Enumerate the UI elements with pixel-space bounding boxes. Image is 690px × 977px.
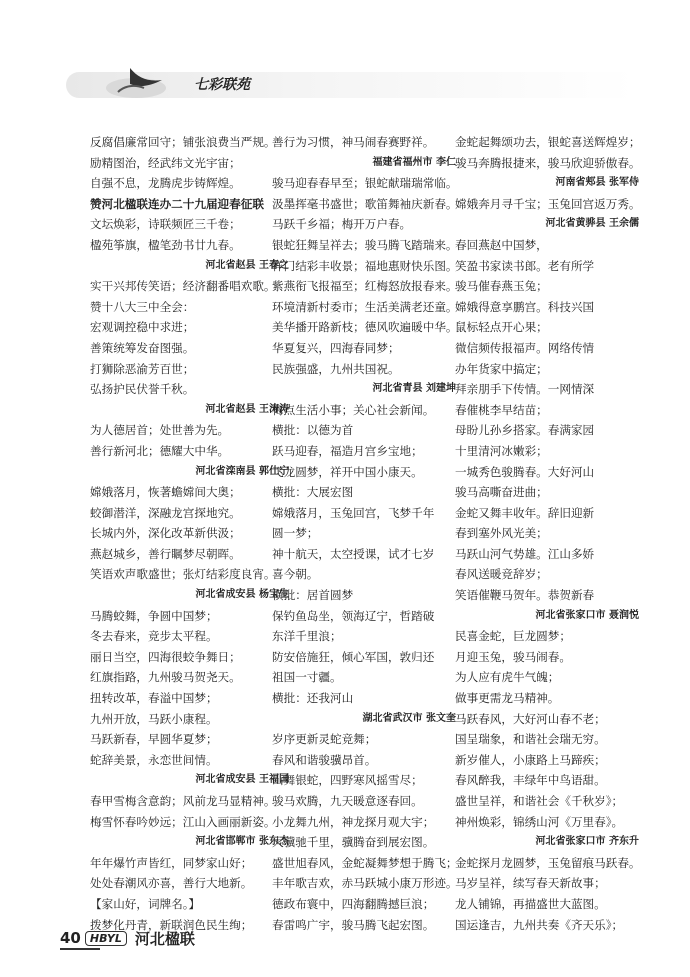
magazine-name: 河北楹联 [134,929,195,948]
couplet-line: 龙人铺锦，再描盛世大蓝图。 [455,896,606,911]
couplet-line: 红旗指路，九州骏马贺尧天。 [90,670,241,685]
couplet-line: 办年货家中搞定； [455,361,548,376]
couplet-line: 美华播开路新枝；德风吹遍暖中华。 [272,320,458,335]
couplet-line: 弘扬护民伏誉千秋。 [90,382,195,397]
couplet-line: 嫦娥得意享鹏宫。科技兴国 [455,299,595,314]
couplet-line: 丰年歌吉欢，赤马跃城小康万形迹。 [272,876,458,891]
couplet-line: 春风送暖竞辞岁； [455,567,548,582]
author-line: 河北省张家口市 齐东升 [535,836,639,848]
couplet-line: 处处春潮风亦喜，善行大地新。 [90,876,253,891]
couplet-line: 跃马迎春，福造月宫乡宝地； [272,443,423,458]
couplet-line: 环境清新村委市；生活美满老还童。 [272,299,458,314]
couplet-line: 神十航天，太空授课，试才七岁 [272,546,435,561]
couplet-line: 圆一梦； [272,526,319,541]
author-line: 河北省赵县 王涛涛 [205,403,289,415]
couplet-line: 拜亲朋手下传情。一网情深 [455,382,595,397]
page-footer [60,926,195,950]
couplet-line: 金蛇又舞丰收年。辞旧迎新 [455,505,595,520]
magazine-abbr: HBYL [85,931,127,946]
author-line: 河北省邯郸市 张东杰 [195,836,289,848]
author-line: 河北省赵县 王春之 [205,259,289,271]
couplet-line: 嫦娥落月，玉兔回宫，飞梦千年 [272,505,435,520]
couplet-line: 打狮除恶渝芳百世； [90,361,195,376]
couplet-line: 春到塞外风光美； [455,526,548,541]
couplet-line: 马跃山河气势雄。江山多娇 [455,546,595,561]
author-line: 河北省滦南县 郭仕宁 [195,465,289,477]
couplet-line: 骏马迎春春早至；银蛇献瑞瑞常临。 [272,176,458,191]
couplet-line: 祖国一寸疆。 [272,670,342,685]
column-3 [455,132,645,935]
couplet-line: 长城内外，深化改革新供汲； [90,526,241,541]
couplet-line: 山舞银蛇，四野寒风摇雪尽； [272,773,423,788]
couplet-line: 蛟御潜洋，深融龙宫探地究。 [90,505,241,520]
couplet-line: 保钓鱼岛坐，领海辽宁，哲踏破 [272,608,435,623]
column-2 [272,132,462,935]
couplet-line: 十里清河冰嫩彩； [455,443,548,458]
couplet-line: 反腐倡廉常回守；铺张浪费当严规。 [90,135,276,149]
couplet-line: 东洋千里浪； [272,629,342,644]
couplet-line: 楹苑筝旗，楹笔劲书廿九春。 [90,237,241,252]
couplet-line: 金蛇起舞颂功去，银蛇喜送辉煌岁； [455,135,641,149]
couplet-line: 九州开放，马跃小康程。 [90,711,218,726]
couplet-line: 梅点生活小事；关心社会新闻。 [272,402,435,417]
couplet-line: 汲墨挥毫书盛世；歌笛舞袖庆新春。 [272,196,458,211]
couplet-line: 马跃新春，早圆华夏梦； [90,732,218,747]
couplet-line: 丽日当空，四海很蛟争舞日； [90,649,241,664]
author-line: 河南省郏县 张军侍 [555,177,639,189]
couplet-line: 新岁催人，小康路上马蹄疾； [455,752,606,767]
couplet-line: 【家山好，词牌名。】 [90,896,201,911]
couplet-line: 祥门结彩丰收景；福地惠财快乐图。 [272,258,458,273]
couplet-line: 德政布寰中，四海翻腾撼巨浪； [272,896,435,911]
author-line: 河北省成安县 王福国 [195,774,289,786]
couplet-line: 春回燕赵中国梦， [455,237,548,252]
section-title: 七彩联苑 [194,77,250,93]
couplet-line: 嫦娥落月，恢著蟾嫦间大奥； [90,485,241,500]
author-line: 河北省张家口市 聂润悦 [535,609,639,621]
couplet-line: 自强不息，龙腾虎步铸辉煌。 [90,176,241,191]
couplet-line: 大骥驰千里，骥腾奋到展宏图。 [272,835,435,850]
couplet-line: 春风和谐骏骥昂首。 [272,752,377,767]
couplet-line: 善行新河北；德耀大中华。 [90,443,230,458]
couplet-line: 善行为习惯，神马闹春赛野祥。 [272,135,435,149]
couplet-line: 马跃千乡福；梅开万户春。 [272,217,412,232]
couplet-line: 金蛇探月龙圆梦，玉兔留痕马跃春。 [455,855,641,870]
couplet-line: 骏马高嘶奋进曲； [455,485,548,500]
couplet-line: 春风醉我，丰绿年中鸟语甜。 [455,773,606,788]
couplet-line: 防安倍施狂，倾心军国，敦归还 [272,649,435,664]
couplet-line: 喜今朝。 [272,567,319,582]
couplet-line: 华夏复兴，四海春同梦； [272,340,400,355]
couplet-line: 宏观调控稳中求进； [90,320,195,335]
couplet-line: 鼠标轻点开心果； [455,320,548,335]
couplet-line: 国运逢吉，九州共奏《齐天乐》； [455,917,624,932]
couplet-line: 骏马奔腾报捷来，骏马欣迎骄傲春。 [455,155,641,170]
couplet-line: 银蛇狂舞呈祥去；骏马腾飞踏瑞来。 [272,237,458,252]
column-1 [90,132,295,935]
couplet-line: 为人德居首；处世善为先。 [90,423,230,438]
couplet-line: 紫燕衔飞报福至；红梅怒放报春来。 [272,279,458,294]
couplet-line: 一城秀色骏腾春。大好河山 [455,464,595,479]
couplet-line: 蛇辞美景，永恋世间情。 [90,752,218,767]
couplet-line: 春甲雪梅含意韵；风前龙马显精神。 [90,794,276,808]
couplet-line: 马跃春风，大好河山春不老； [455,711,606,726]
author-line: 河北省黄骅县 王余儒 [545,218,639,230]
couplet-line: 岁序更新灵蛇竞舞； [272,732,377,747]
couplet-line: 飞龙圆梦，祥开中国小康天。 [272,464,423,479]
couplet-line: 民族强盛，九州共国祝。 [272,361,400,376]
section-banner [66,58,636,114]
couplet-line: 盛世呈祥，和谐社会《千秋岁》； [455,794,624,808]
couplet-line: 春雷鸣广宇，骏马腾飞起宏图。 [272,917,435,932]
couplet-line: 小龙舞九州，神龙探月观大宇； [272,814,435,829]
couplet-line: 笑盈书家读书郎。老有所学 [455,258,595,273]
couplet-line: 励精图治，经武纬文光宇宙； [90,155,241,170]
couplet-line: 梅雪怀春吟妙远；江山入画丽新姿。 [90,814,276,829]
couplet-line: 母盼儿孙乡搭家。春满家园 [455,423,595,438]
author-line: 河北省青县 刘建坤 [372,383,456,395]
couplet-line: 做事更需龙马精神。 [455,691,560,706]
couplet-line: 神州焕彩，锦绣山河《万里春》。 [455,814,624,829]
couplet-line: 月迎玉兔，骏马闹春。 [455,649,571,664]
couplet-line: 赞十八大三中全会： [90,299,195,314]
couplet-line: 骏马欢腾，九天暖意逐春回。 [272,794,423,808]
author-line: 湖北省武汉市 张文奎 [362,712,456,724]
couplet-line: 微信频传报福声。网络传情 [455,340,595,355]
bird-icon [78,58,178,114]
couplet-line: 冬去春来，竞步太平程。 [90,629,218,644]
author-line: 福建省福州市 李仁 [372,156,456,168]
couplet-line: 为人应有虎牛气魄； [455,670,560,685]
couplet-line: 骏马催春燕玉兔； [455,279,548,294]
couplet-line: 年年爆竹声皆红，同梦家山好； [90,855,253,870]
couplet-line: 赞河北楹联连办二十九届迎春征联 [90,196,264,211]
couplet-line: 善策统筹发奋图强。 [90,340,195,355]
couplet-line: 扭转改革，春溢中国梦； [90,691,218,706]
couplet-line: 横批：以德为首 [272,423,354,438]
couplet-line: 横批：还我河山 [272,691,354,706]
couplet-line: 横批：大展宏图 [272,485,354,500]
couplet-line: 文坛焕彩，诗联频匠三千卷； [90,217,241,232]
couplet-line: 实干兴邦传笑语；经济翻番唱欢歌。 [90,279,276,294]
couplet-line: 笑语欢声歌盛世；张灯结彩度良宵。 [90,567,276,582]
couplet-line: 盛世旭春风，金蛇凝舞梦想于腾飞； [272,855,458,870]
footer-divider [60,948,100,950]
author-line: 河北省成安县 杨宝生 [195,589,289,601]
couplet-line: 马腾蛟舞，争圆中国梦； [90,608,218,623]
page-number: 40 [60,929,81,947]
couplet-line: 嫦娥奔月寻千宝；玉兔回宫返万秀。 [455,196,641,211]
couplet-line: 春催桃李早结苗； [455,402,548,417]
couplet-line: 横批：居首圆梦 [272,588,354,603]
couplet-line: 马岁呈祥，续写春天新故事； [455,876,606,891]
couplet-line: 民喜金蛇，巨龙圆梦； [455,629,571,644]
couplet-line: 笑语催鞭马贺年。恭贺新春 [455,588,595,603]
couplet-line: 燕赵城乡，善行瞩梦尽朝晖。 [90,546,241,561]
couplet-line: 国呈瑞象，和谐社会瑞无穷。 [455,732,606,747]
couplet-line: 拨梦化丹青，新联润色民生绚； [90,917,253,932]
